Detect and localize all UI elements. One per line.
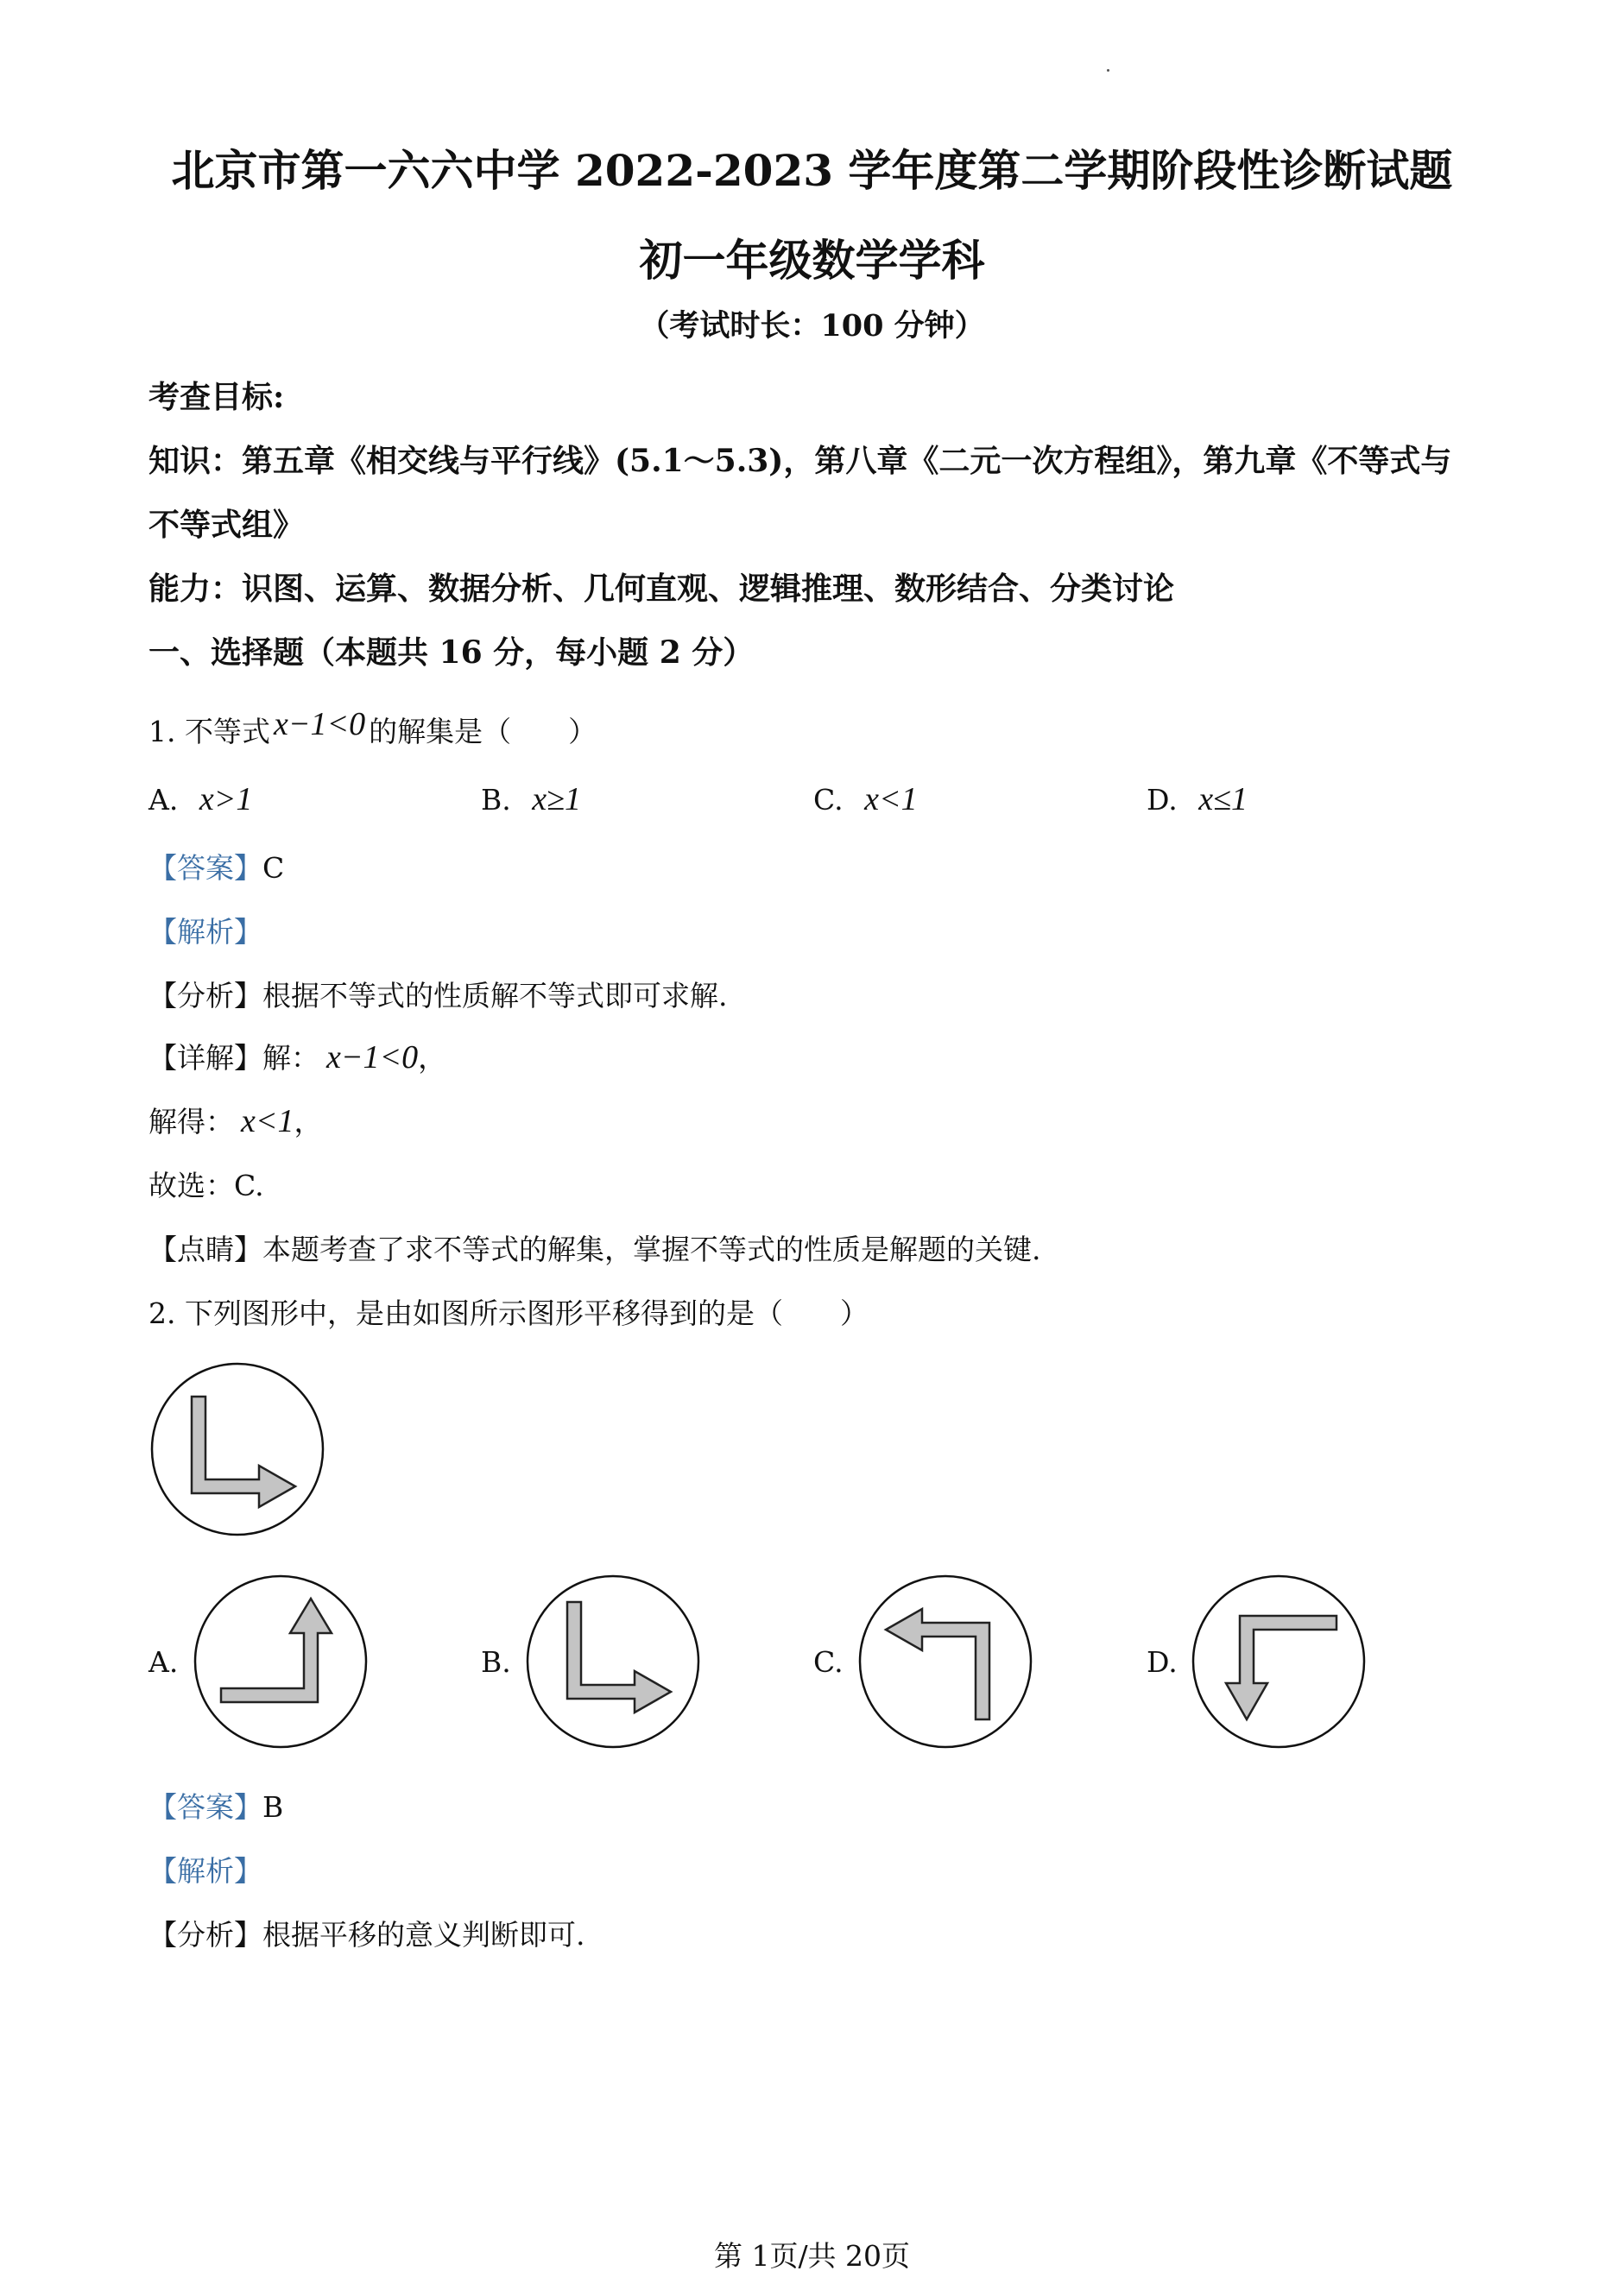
arrow-up-icon — [221, 1599, 332, 1702]
q1-analysis-tag: 【解析】 — [148, 915, 262, 949]
arrow-down-icon — [1226, 1616, 1336, 1719]
q1-solve-expr: x<1 — [241, 1103, 294, 1139]
q1-option-a-label: A. — [148, 783, 179, 817]
q1-detail-expr: x−1<0 — [326, 1039, 419, 1075]
q2-analysis-tag: 【解析】 — [148, 1854, 262, 1888]
q2-option-b-label: B. — [481, 1645, 511, 1679]
q1-answer — [148, 846, 284, 886]
q1-answer-tag: 【答案】 — [148, 851, 262, 885]
q2-option-a-figure — [193, 1574, 368, 1749]
objectives-knowledge-line1: 知识：第五章《相交线与平行线》(5.1～5.3)，第八章《二元一次方程组》，第九章《不等式与 — [148, 443, 1452, 479]
q1-detail-prefix: 【详解】解： — [148, 1041, 319, 1075]
q2-reference-figure — [150, 1362, 325, 1536]
q1-option-b — [481, 780, 581, 818]
reference-arrow-icon — [192, 1397, 295, 1507]
q2-answer-tag: 【答案】 — [148, 1790, 262, 1824]
q1-prefix: 1. 不等式 — [148, 715, 270, 748]
q2-answer — [148, 1785, 283, 1826]
q1-solve — [148, 1100, 323, 1140]
q1-suffix: 的解集是（ ） — [369, 715, 597, 748]
objectives-knowledge-line2: 不等式组》 — [148, 507, 305, 543]
q2-fenxi: 【分析】根据平移的意义判断即可. — [148, 1918, 585, 1952]
q1-solve-prefix: 解得： — [148, 1105, 234, 1139]
q1-option-c-expr: x<1 — [864, 781, 918, 817]
q2-option-c-label: C. — [813, 1645, 844, 1679]
q2-option-b-figure — [526, 1574, 700, 1749]
q1-option-c — [813, 780, 918, 818]
q2-option-d-label: D. — [1147, 1645, 1178, 1679]
q2-option-c-figure — [858, 1574, 1033, 1749]
q2-option-a-label: A. — [148, 1645, 179, 1679]
q1-option-b-label: B. — [481, 783, 511, 817]
objectives-heading: 考查目标: — [148, 379, 285, 415]
section-heading: 一、选择题（本题共 16 分，每小题 2 分） — [148, 634, 755, 671]
q1-stem — [148, 706, 597, 750]
q1-option-d-expr: x≤1 — [1198, 781, 1248, 817]
q1-option-d-label: D. — [1147, 783, 1178, 817]
exam-subject: 初一年级数学学科 — [639, 235, 985, 286]
objectives-ability: 能力：识图、运算、数据分析、几何直观、逻辑推理、数形结合、分类讨论 — [148, 571, 1175, 607]
q2-stem: 2. 下列图形中，是由如图所示图形平移得到的是（ ） — [148, 1296, 869, 1330]
q1-option-d — [1147, 780, 1248, 818]
q1-fenxi: 【分析】根据不等式的性质解不等式即可求解. — [148, 979, 728, 1012]
arrow-left-icon — [886, 1609, 989, 1719]
q1-option-b-expr: x≥1 — [532, 781, 581, 817]
speck — [1107, 69, 1109, 72]
q1-option-a-expr: x>1 — [199, 781, 253, 817]
q1-detail-suffix: ， — [418, 1041, 447, 1075]
page-number: 第 1页/共 20页 — [713, 2239, 911, 2273]
q2-answer-value: B — [262, 1790, 284, 1824]
q1-answer-value: C — [262, 851, 285, 885]
q1-detail — [148, 1036, 446, 1076]
q1-option-c-label: C. — [813, 783, 844, 817]
exam-duration: （考试时长：100 分钟） — [639, 308, 985, 344]
q1-inequality: x−1<0 — [273, 706, 366, 742]
q2-option-d-figure — [1191, 1574, 1366, 1749]
arrow-right-icon — [567, 1602, 671, 1713]
q1-choose: 故选：C. — [148, 1169, 264, 1202]
exam-title: 北京市第一六六中学 2022-2023 学年度第二学期阶段性诊断试题 — [171, 145, 1453, 196]
q1-dianjing: 【点睛】本题考查了求不等式的解集，掌握不等式的性质是解题的关键. — [148, 1233, 1041, 1266]
q1-solve-suffix: ， — [294, 1105, 323, 1139]
q1-option-a — [148, 780, 252, 818]
